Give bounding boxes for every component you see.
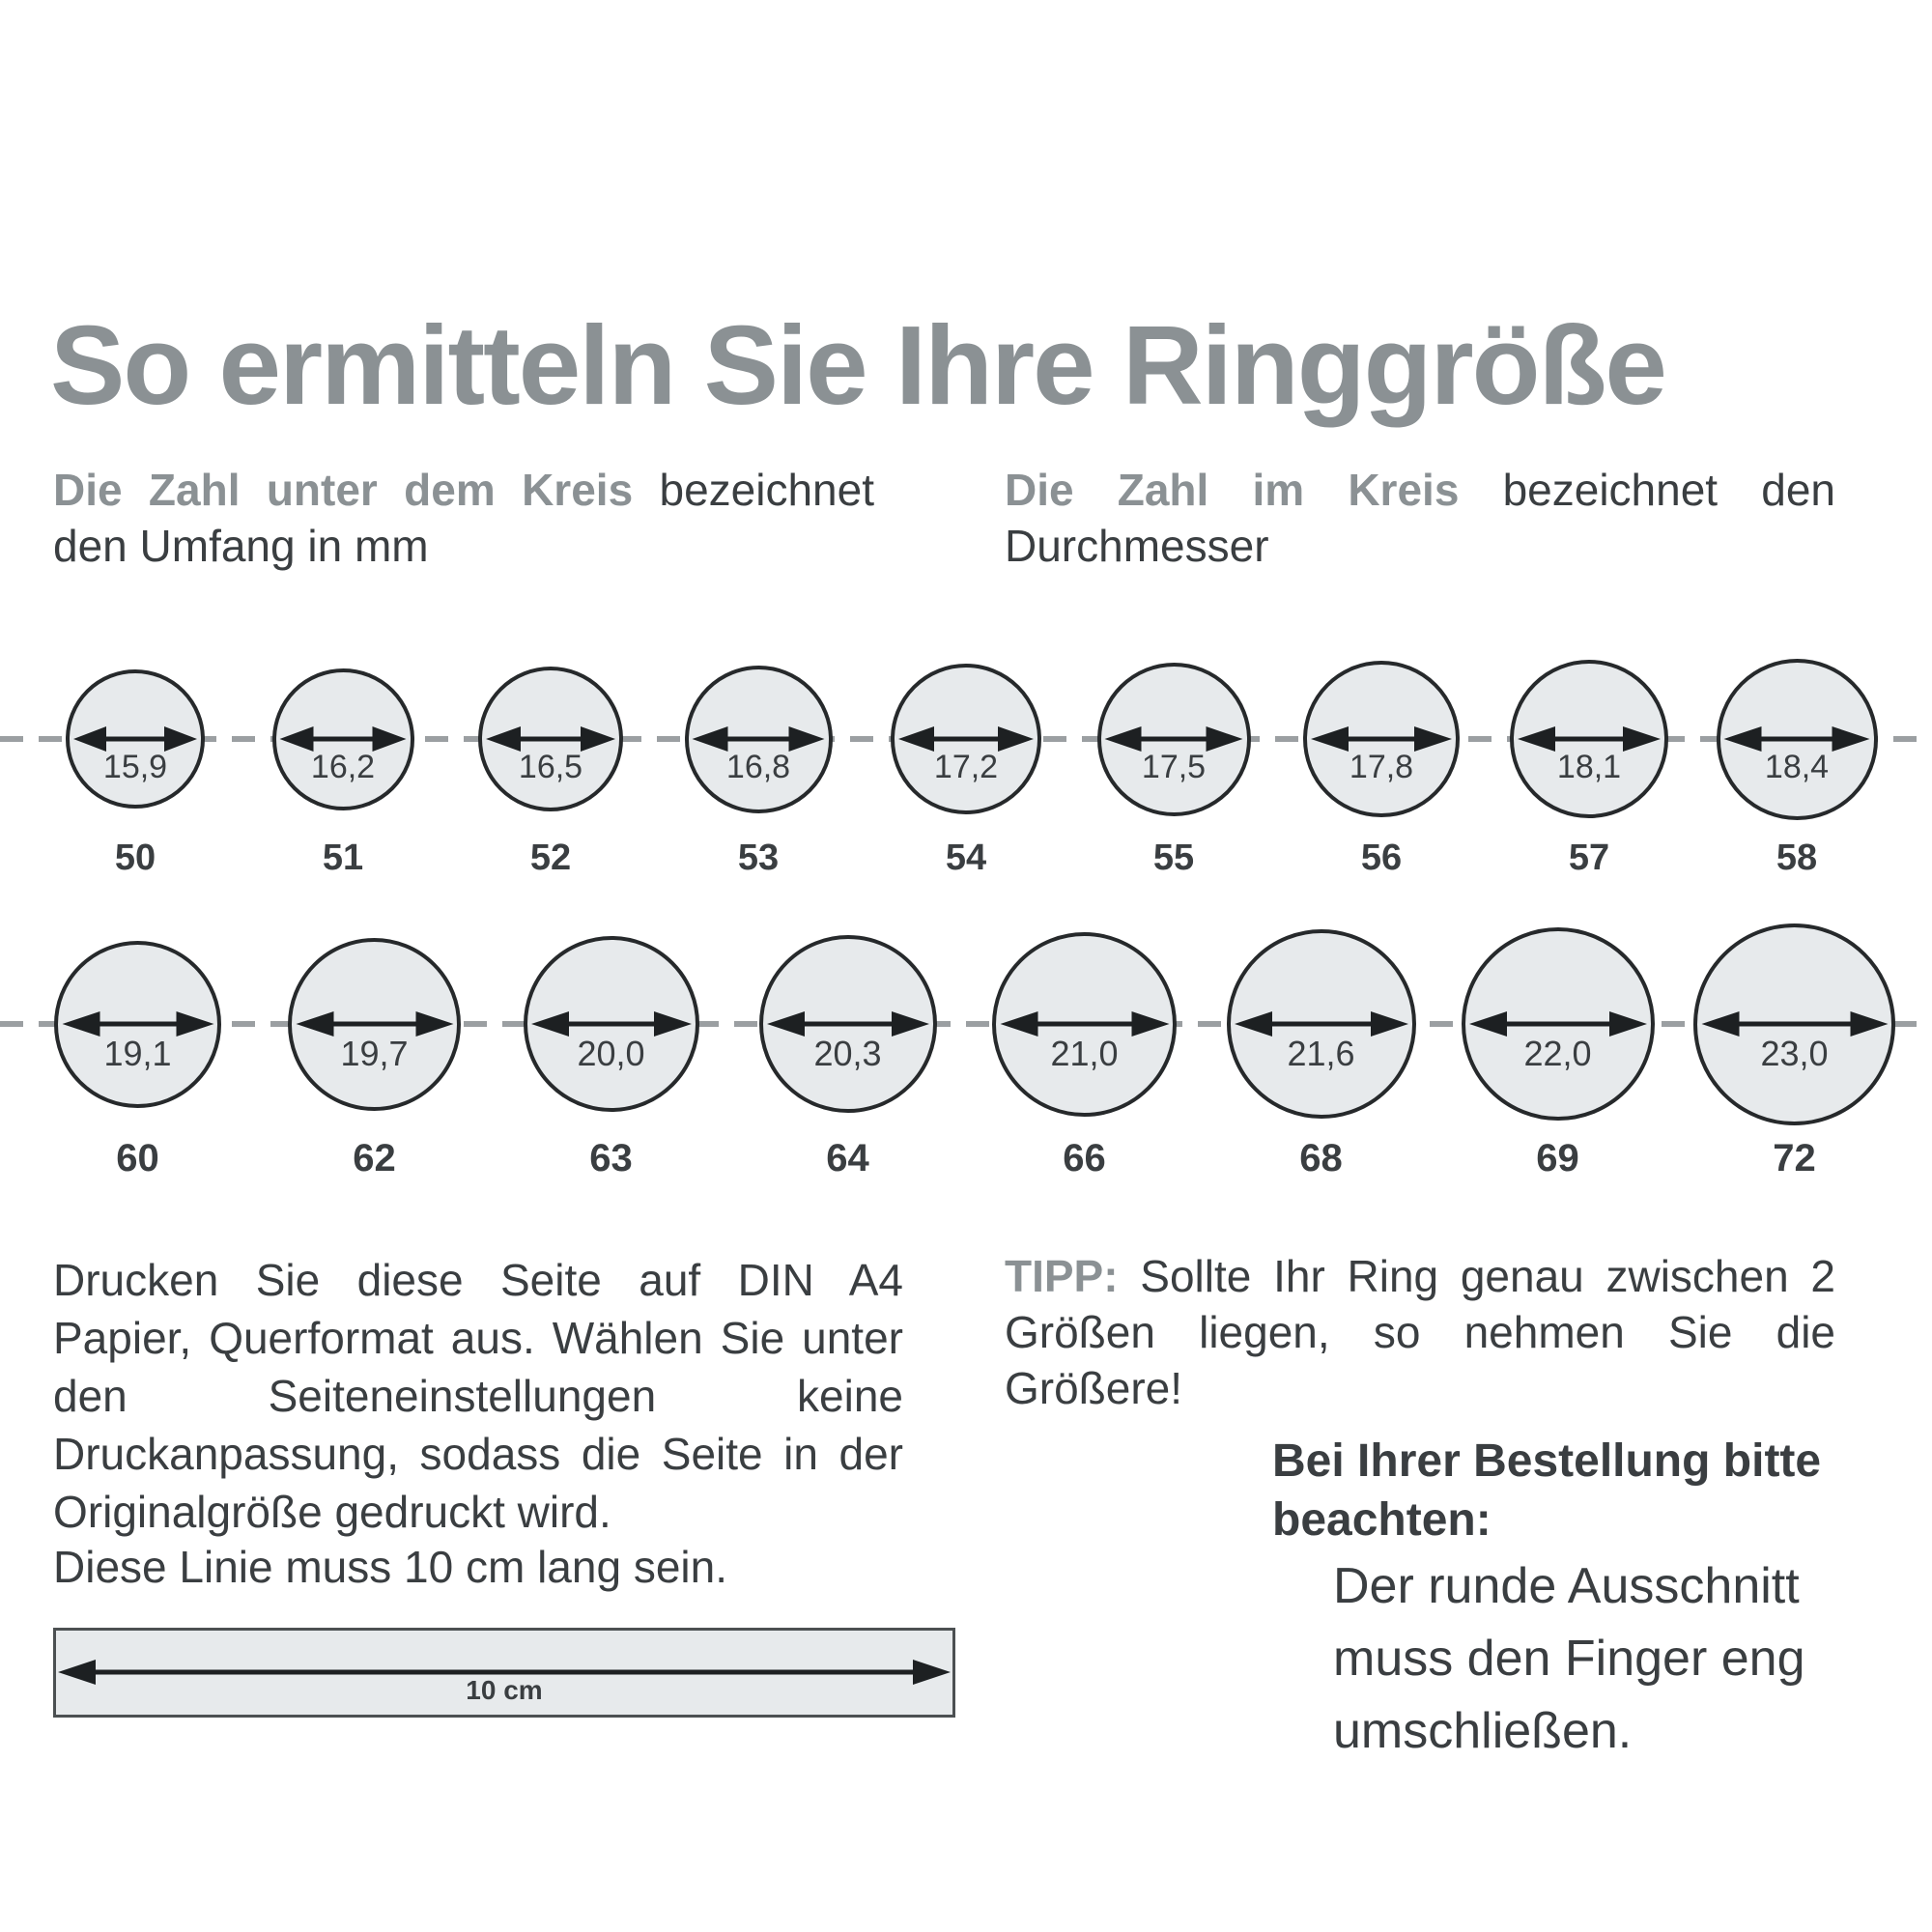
legend-diameter-bold: Die Zahl im Kreis [1005, 465, 1460, 515]
ring-circle [66, 669, 205, 809]
ring-item [1486, 642, 1693, 879]
ring-diameter-value: 19,7 [340, 1034, 409, 1073]
ring-item [966, 913, 1203, 1180]
ring-size-label: 54 [945, 838, 987, 878]
ring-diameter-value: 19,1 [103, 1034, 172, 1073]
legend-circumference [53, 462, 874, 574]
ring-size-label: 53 [737, 838, 780, 878]
ring-item [240, 642, 447, 879]
tip-text: Sollte Ihr Ring genau zwischen 2 Größen liegen, so nehmen Sie die Größere! [1005, 1251, 1835, 1413]
ring-circle [272, 668, 414, 810]
ring-item [655, 642, 863, 879]
ring-circle [288, 938, 461, 1111]
ring-circle [1303, 661, 1460, 817]
ring-diameter-value: 22,0 [1523, 1034, 1592, 1073]
order-note-body: Der runde Ausschnitt muss den Finger eng umschließen. [1333, 1558, 1805, 1759]
ring-item [1693, 642, 1901, 879]
ring-circle-area [288, 913, 461, 1135]
ring-size-label: 51 [322, 838, 364, 878]
ring-circle [1717, 659, 1878, 820]
ring-circle [1227, 929, 1416, 1119]
ring-item [1278, 642, 1486, 879]
ring-circle [1510, 660, 1668, 818]
ring-size-label: 56 [1360, 838, 1403, 878]
ring-diameter-value: 16,8 [725, 749, 791, 785]
ring-circle-area [66, 642, 205, 836]
legend-circumference-rest: bezeichnet den Umfang in mm [53, 465, 874, 571]
ring-diameter-value: 17,5 [1141, 749, 1207, 785]
ring-item [729, 913, 966, 1180]
ring-item [32, 642, 240, 879]
ring-size-label: 50 [114, 838, 156, 878]
page-title: So ermitteln Sie Ihre Ringgröße [50, 302, 1665, 428]
ring-size-label: 68 [1299, 1137, 1343, 1179]
ring-diameter-value: 16,5 [518, 749, 583, 785]
ring-item [493, 913, 729, 1180]
ring-circle [992, 932, 1177, 1117]
ring-diameter-value: 18,1 [1556, 749, 1622, 785]
ring-diameter-value: 18,4 [1764, 749, 1830, 785]
ring-row-1 [0, 642, 1932, 879]
legend-diameter-rest: bezeichnet den Durchmesser [1005, 465, 1835, 571]
ring-diameter-value: 15,9 [102, 749, 168, 785]
ring-circle-area [478, 642, 623, 836]
ring-diameter-value: 21,6 [1287, 1034, 1355, 1073]
ring-circle [1097, 663, 1251, 816]
tip-label: TIPP: [1005, 1251, 1119, 1301]
ring-size-label: 62 [353, 1137, 396, 1179]
ring-item [1676, 913, 1913, 1180]
ring-row-2 [0, 913, 1932, 1180]
ring-diameter-value: 20,3 [813, 1034, 882, 1073]
ring-circle-area [54, 913, 221, 1135]
ring-circle-area [1510, 642, 1668, 836]
ring-diameter-value: 21,0 [1050, 1034, 1119, 1073]
ruler-length-label: 10 cm [466, 1675, 543, 1705]
ring-circle [54, 941, 221, 1108]
ring-circle [891, 664, 1041, 814]
ring-circle-area [1227, 913, 1416, 1135]
ring-diameter-value: 16,2 [310, 749, 376, 785]
ring-size-label: 55 [1152, 838, 1195, 878]
ring-diameter-value: 17,2 [933, 749, 999, 785]
ring-size-label: 58 [1776, 838, 1818, 878]
ring-size-label: 69 [1536, 1137, 1579, 1179]
ring-diameter-value: 20,0 [577, 1034, 645, 1073]
ring-item [1070, 642, 1278, 879]
ring-circle-area [685, 642, 833, 836]
ring-diameter-value: 17,8 [1349, 749, 1414, 785]
ring-diameter-value: 23,0 [1760, 1034, 1829, 1073]
tip-note [1005, 1248, 1835, 1416]
ring-circle-area [1303, 642, 1460, 836]
legend-diameter [1005, 462, 1835, 574]
ring-size-label: 57 [1568, 838, 1610, 878]
ring-circle [1462, 927, 1655, 1121]
ring-item [447, 642, 655, 879]
ring-item [1439, 913, 1676, 1180]
print-instructions: Drucken Sie diese Seite auf DIN A4 Papier, Querformat aus. Wählen Sie unter den Seiteneinstellungen keine Druckanpassung, sodass die Seite in der Originalgröße gedruckt wird. [53, 1255, 903, 1537]
ring-circle-area [759, 913, 937, 1135]
ring-circle-area [272, 642, 414, 836]
ring-circle-area [891, 642, 1041, 836]
ring-circle-area [1097, 642, 1251, 836]
ring-item [863, 642, 1070, 879]
ring-circle [685, 666, 833, 813]
ring-circle [1693, 923, 1895, 1125]
ring-circle [759, 935, 937, 1113]
order-note-heading: Bei Ihrer Bestellung bitte beachten: [1272, 1435, 1822, 1546]
ring-size-label: 64 [826, 1137, 869, 1179]
ring-circle-area [992, 913, 1177, 1135]
ring-item [19, 913, 256, 1180]
ring-size-label: 60 [116, 1137, 159, 1179]
ring-circle [478, 667, 623, 811]
ring-size-label: 72 [1773, 1137, 1816, 1179]
ring-size-label: 63 [589, 1137, 633, 1179]
ring-size-label: 66 [1063, 1137, 1106, 1179]
ring-circle [524, 936, 699, 1112]
ruler-bar [53, 1628, 955, 1718]
ring-size-label: 52 [529, 838, 572, 878]
line-length-note: Diese Linie muss 10 cm lang sein. [53, 1542, 727, 1592]
ring-circle-area [524, 913, 699, 1135]
legend-circumference-bold: Die Zahl unter dem Kreis [53, 465, 634, 515]
ring-circle-area [1462, 913, 1655, 1135]
ring-circle-area [1693, 913, 1895, 1135]
ring-item [1203, 913, 1439, 1180]
ring-item [256, 913, 493, 1180]
ring-circle-area [1717, 642, 1878, 836]
